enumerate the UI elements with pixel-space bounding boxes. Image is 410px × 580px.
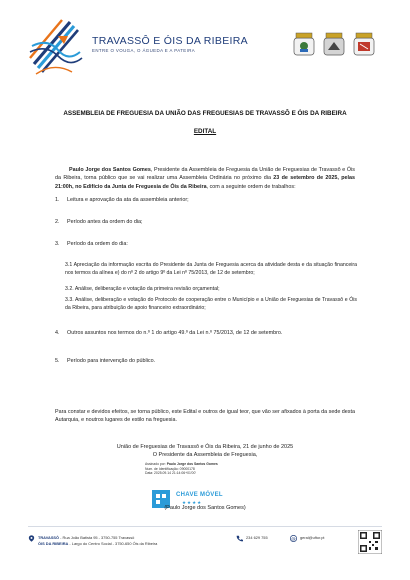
qr-code-icon <box>358 530 382 554</box>
subitem-text: Apreciação da informação escrita do Presidente da Junta de Freguesia acerca da atividade desta e da situação financeira nos termos da alínea e) do nº 2 do artigo 9º da Lei nº 75/2013, de 12 de setembro; <box>65 262 357 276</box>
president-name: Paulo Jorge dos Santos Gomes <box>69 167 151 173</box>
parish-logo <box>28 16 84 80</box>
signer-role: O Presidente da Assembleia de Freguesia, <box>152 452 258 458</box>
subitem-number: 3.1 <box>65 262 73 268</box>
agenda-item <box>55 357 355 365</box>
phone-icon <box>236 535 243 542</box>
signature-id: Num. de Identificação: 09000178 <box>145 466 195 471</box>
date-line: União de Freguesias de Travassô e Óis da Ribeira, 21 de junho de 2025 <box>116 444 294 450</box>
signed-by-label: Assinado por: <box>145 462 167 466</box>
item-number: 4. <box>55 330 60 336</box>
agenda-item <box>55 196 355 204</box>
item-text: Leitura e aprovação da ata da assembleia anterior; <box>67 197 189 203</box>
coats-of-arms <box>290 30 380 58</box>
crest-middle-icon <box>324 33 344 55</box>
item-text: Período da ordem do dia: <box>67 241 128 247</box>
item-text: Período para intervenção do público. <box>67 358 156 364</box>
agenda-item <box>55 218 355 226</box>
address-2: - Largo do Centro Social - 3750-650 Óis da Ribeira <box>68 541 158 546</box>
subitem-number: 3.3. <box>65 297 74 303</box>
address-1-place: TRAVASSÔ <box>38 535 60 540</box>
footer-divider <box>28 526 382 527</box>
meeting-when: 23 de setembro de 2025, pelas 21:00h, no Edifício da Junta de Freguesia de Óis da Ribeira <box>55 175 356 190</box>
location-icon <box>28 535 35 542</box>
footer-phone: 234 629 755 <box>246 535 268 540</box>
brand-tagline: ENTRE O VOUGA, O ÁGUEDA E A PATEIRA <box>92 48 196 53</box>
address-1: - Rua João Batista 95 - 3750-755 Travassô <box>59 535 135 540</box>
email-icon <box>290 535 297 542</box>
subitem-text: Análise, deliberação e votação do Protocolo de cooperação entre o Município e a União de Freguesias de Travassô e Óis da Ribeira, para atribuição de apoio financeiro extraordinário; <box>65 297 357 311</box>
footer-email: geral@uftor.pt <box>300 535 325 540</box>
crest-left-icon <box>294 33 314 55</box>
agenda-subitem <box>65 297 357 313</box>
subitem-number: 3.2. <box>65 286 74 292</box>
brand-name: TRAVASSÔ E ÓIS DA RIBEIRA <box>92 35 248 47</box>
item-number: 1. <box>55 197 60 203</box>
chave-movel-label: CHAVE MÓVEL <box>176 492 223 498</box>
chave-movel-stars: ★★★★ <box>182 500 203 505</box>
subitem-text: Análise, deliberação e votação da primeira revisão orçamental; <box>74 286 220 292</box>
intro-text-1: , Presidente da Assembleia de Freguesia da União de Freguesias de Travassô e Óis da Ribeira, torna público que se vai realizar uma Assembleia Ordinária no próximo dia <box>55 167 355 182</box>
intro-text-2: , com a seguinte ordem de trabalhos: <box>206 183 296 190</box>
intro-paragraph <box>55 166 355 191</box>
crest-right-icon <box>354 33 374 55</box>
brand-block <box>92 36 248 53</box>
agenda-item <box>55 329 355 337</box>
item-number: 2. <box>55 219 60 225</box>
closing-paragraph: Para constar e devidos efeitos, se torna público, este Edital e outros de igual teor, que vão ser afixados à porta da sede desta Autarquia, e noutros lugares de estilo na freguesia. <box>55 409 355 424</box>
signature-date: Data: 2025.09.14 21:14:06+01'00' <box>145 471 196 476</box>
document-subtitle: EDITAL <box>193 128 217 135</box>
signer-name: (Paulo Jorge dos Santos Gomes) <box>164 505 246 511</box>
signed-by-name: Paulo Jorge dos Santos Gomes <box>166 462 218 466</box>
footer-addresses <box>38 535 157 547</box>
item-number: 3. <box>55 241 60 247</box>
address-2-place: ÓIS DA RIBEIRA <box>38 541 69 546</box>
document-title: ASSEMBLEIA DE FREGUESIA DA UNIÃO DAS FREGUESIAS DE TRAVASSÔ E ÓIS DA RIBEIRA <box>63 110 347 117</box>
item-text: Outros assuntos nos termos do n.º 1 do artigo 49.º da Lei n.º 75/2013, de 12 de setembro. <box>67 330 283 336</box>
digital-signature-info <box>145 462 285 476</box>
agenda-item <box>55 240 355 248</box>
agenda-subitem <box>65 262 357 278</box>
svg-text:@: @ <box>291 536 296 542</box>
item-text: Período antes da ordem do dia; <box>67 219 143 225</box>
agenda-subitem <box>65 286 357 294</box>
item-number: 5. <box>55 358 60 364</box>
